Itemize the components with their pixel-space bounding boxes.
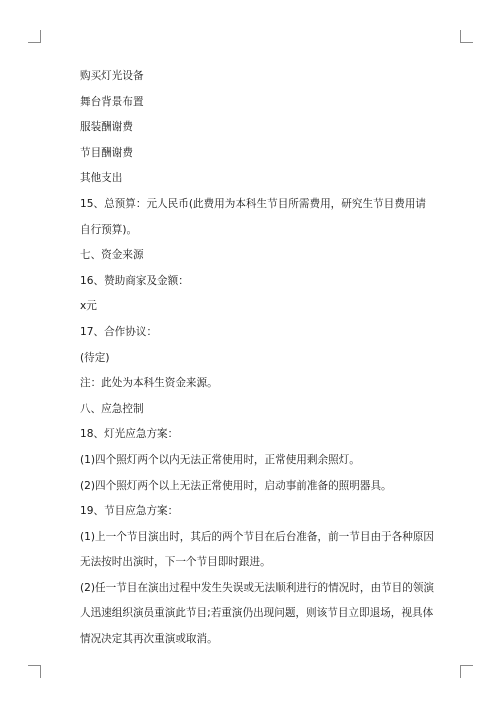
section-heading-funding-source: 七、资金来源 [80, 249, 144, 262]
paragraph-program-plan-2: (2)任一节目在演出过程中发生失误或无法顺利进行的情况时，由节目的领演人迅速组织演员重演此节目;若重演仍出现问题，则该节目立即退场，视具体情况决定其再次重演或取消。 [80, 581, 435, 646]
paragraph-lighting-plan-2: (2)四个照灯两个以上无法正常使用时，启动事前准备的照明器具。 [80, 479, 392, 492]
crop-mark-top-right [460, 30, 473, 43]
paragraph-item-costume-fee: 服装酬谢费 [80, 121, 133, 134]
paragraph-lighting-plan-title: 18、灯光应急方案： [80, 428, 179, 441]
paragraph-total-budget: 15、总预算：元人民币(此费用为本科生节目所需费用，研究生节目费用请自行预算)。 [80, 197, 427, 236]
paragraph-pending: (待定) [80, 351, 110, 364]
paragraph-lighting-plan-1: (1)四个照灯两个以内无法正常使用时，正常使用剩余照灯。 [80, 453, 360, 466]
paragraph-amount: x元 [80, 300, 97, 313]
paragraph-item-other-expenses: 其他支出 [80, 172, 123, 185]
paragraph-item-lighting-equipment: 购买灯光设备 [80, 70, 144, 82]
paragraph-cooperation-agreement: 17、合作协议： [80, 325, 158, 338]
crop-mark-top-left [28, 30, 41, 43]
crop-mark-bottom-right [460, 665, 473, 678]
crop-mark-bottom-left [28, 665, 41, 678]
paragraph-note: 注：此处为本科生资金来源。 [80, 377, 218, 390]
paragraph-program-plan-title: 19、节目应急方案： [80, 505, 179, 518]
paragraph-sponsors: 16、赞助商家及金额： [80, 274, 189, 287]
paragraph-program-plan-1: (1)上一个节目演出时，其后的两个节目在后台准备，前一节目由于各种原因无法按时出演时，下一个节目即时跟进。 [80, 530, 435, 569]
paragraph-item-stage-background: 舞台背景布置 [80, 95, 144, 108]
document-body [80, 64, 436, 653]
paragraph-item-program-fee: 节目酬谢费 [80, 146, 133, 159]
section-heading-emergency-control: 八、应急控制 [80, 402, 144, 415]
